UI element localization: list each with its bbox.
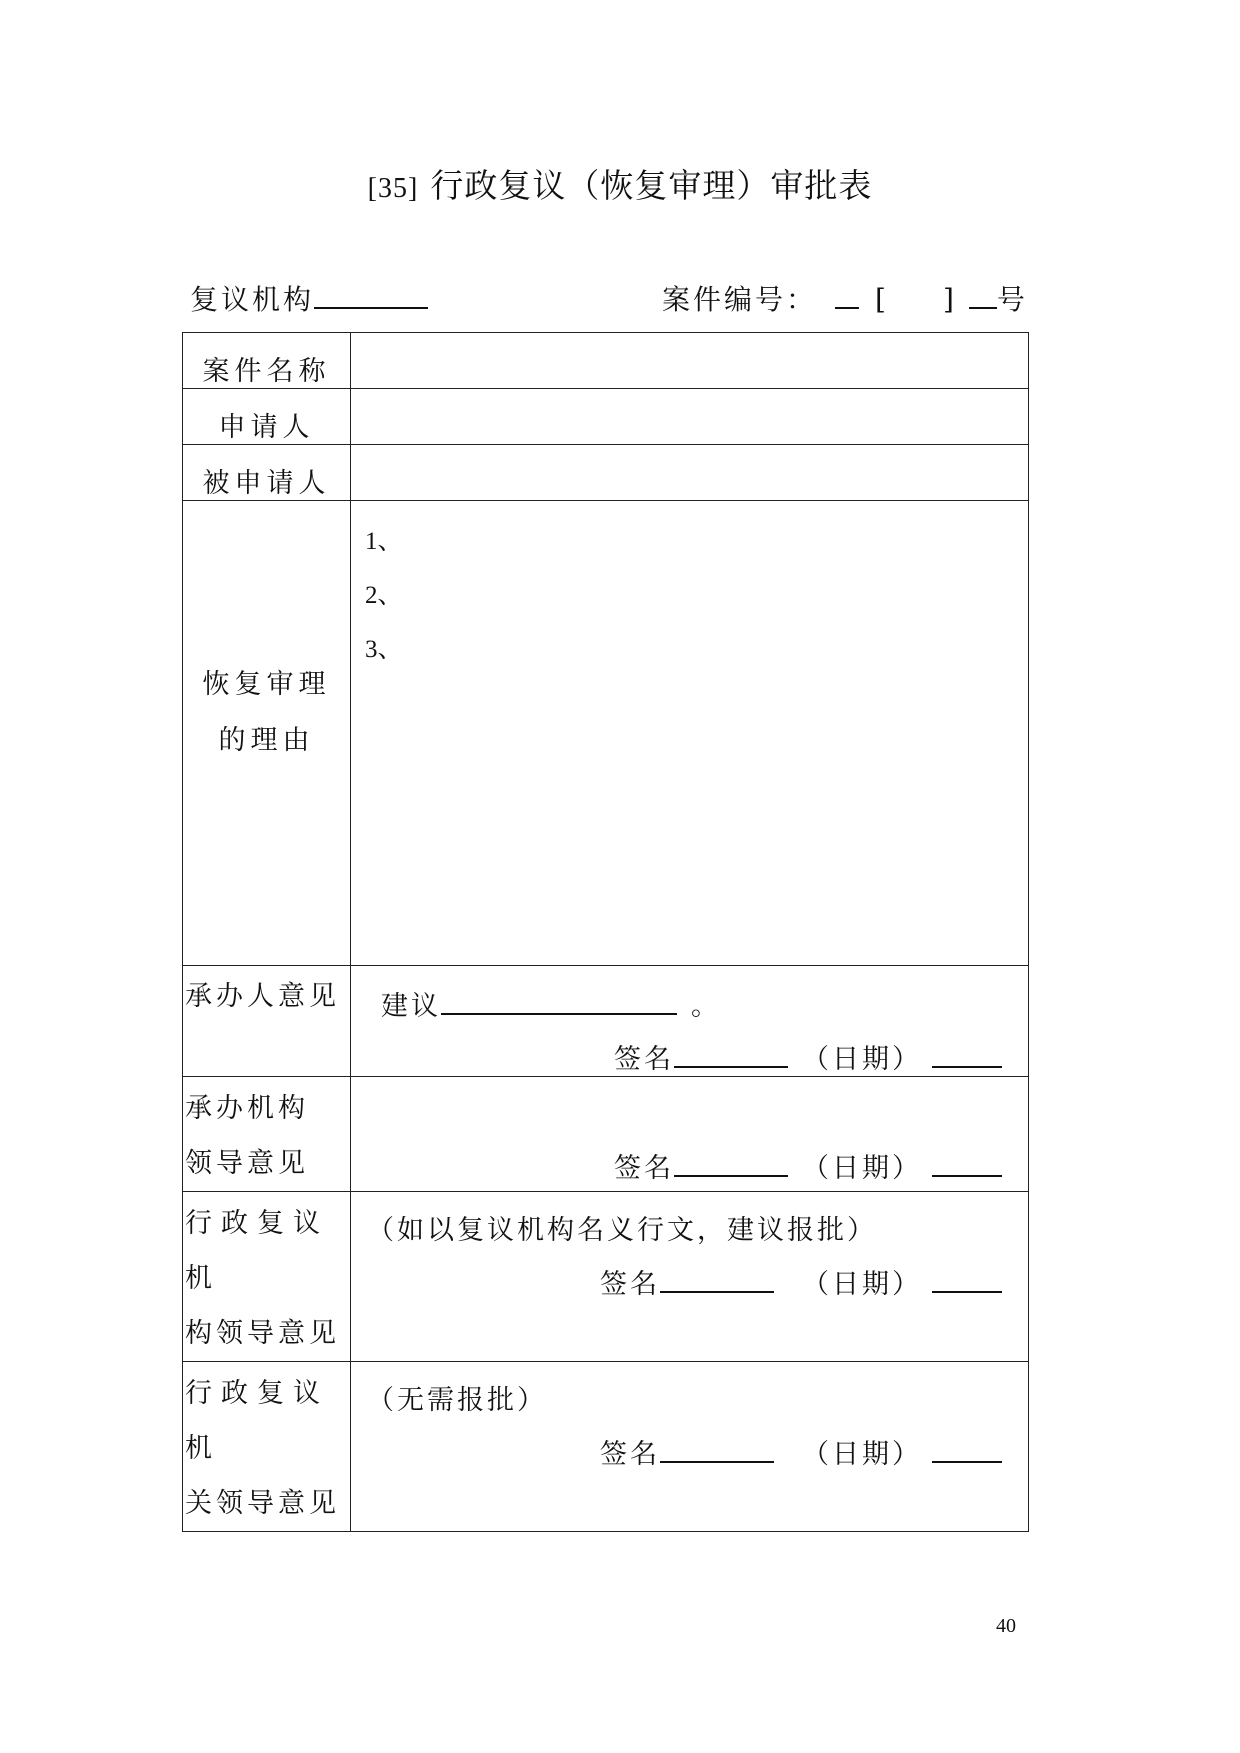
reason-value-cell[interactable]	[351, 501, 1029, 966]
case-number-field	[662, 278, 1028, 318]
applicant-value-cell[interactable]	[351, 389, 1029, 445]
review-organ-sign-line	[600, 1432, 1002, 1471]
case-number-suffix: 号	[996, 283, 1028, 316]
title-number: [35]	[367, 173, 419, 204]
signature-blank[interactable]	[660, 1265, 774, 1293]
case-number-prefix-blank[interactable]	[835, 281, 859, 309]
table-row-applicant	[183, 389, 1029, 445]
sign-label: 签名	[600, 1269, 660, 1300]
reason-list	[351, 501, 1028, 677]
table-row-case-name	[183, 333, 1029, 389]
signature-blank[interactable]	[674, 1149, 788, 1177]
dept-value-cell[interactable]	[351, 1077, 1029, 1192]
table-row-dept-opinion	[183, 1077, 1029, 1192]
reason-label-line2: 的理由	[218, 725, 315, 756]
case-name-label-cell	[183, 333, 351, 389]
handler-label-cell	[183, 966, 351, 1077]
case-number-close-bracket: ]	[942, 283, 957, 316]
case-number-label: 案件编号：	[662, 283, 818, 316]
handler-value-cell[interactable]	[351, 966, 1029, 1077]
signature-blank[interactable]	[660, 1435, 774, 1463]
form-header	[190, 278, 1028, 318]
review-organ-label-line2: 关领导意见	[185, 1488, 340, 1519]
review-agency-note: （如以复议机构名义行文，建议报批）	[367, 1215, 877, 1246]
dept-label-cell	[183, 1077, 351, 1192]
table-row-respondent	[183, 445, 1029, 501]
table-row-review-agency-opinion	[183, 1192, 1029, 1362]
reason-label-cell	[183, 501, 351, 966]
review-organ-label-cell	[183, 1362, 351, 1532]
review-organ-note: （无需报批）	[367, 1385, 547, 1416]
date-label: （日期）	[802, 1153, 922, 1184]
review-agency-label-cell	[183, 1192, 351, 1362]
review-organ-value-cell[interactable]	[351, 1362, 1029, 1532]
date-label: （日期）	[802, 1269, 922, 1300]
agency-label: 复议机构	[190, 283, 315, 316]
dept-label-line2: 领导意见	[185, 1148, 309, 1179]
case-number-blank[interactable]	[969, 281, 997, 309]
handler-label: 承办人意见	[185, 981, 340, 1012]
dept-sign-line	[614, 1146, 1002, 1185]
reason-label	[183, 657, 350, 769]
document-title	[0, 160, 1240, 207]
applicant-label-cell	[183, 389, 351, 445]
review-organ-label	[183, 1362, 350, 1531]
list-item: 2、	[365, 582, 403, 609]
applicant-label: 申请人	[218, 412, 315, 443]
handler-period: 。	[691, 991, 721, 1022]
handler-suggest-blank[interactable]	[441, 987, 677, 1015]
list-item: 1、	[365, 528, 403, 555]
sign-label: 签名	[614, 1153, 674, 1184]
dept-label-line1: 承办机构	[185, 1093, 309, 1124]
date-blank[interactable]	[932, 1265, 1002, 1293]
review-agency-value-cell[interactable]	[351, 1192, 1029, 1362]
agency-field	[190, 278, 428, 318]
reason-label-line1: 恢复审理	[202, 669, 331, 700]
respondent-value-cell[interactable]	[351, 445, 1029, 501]
case-name-value-cell[interactable]	[351, 333, 1029, 389]
sign-label: 签名	[600, 1439, 660, 1470]
approval-form-table	[182, 332, 1029, 1532]
handler-sign-line	[614, 1037, 1002, 1076]
handler-suggest-label: 建议	[381, 991, 441, 1022]
review-agency-label-line1: 行政复议机	[185, 1208, 329, 1294]
respondent-label: 被申请人	[202, 468, 331, 499]
sign-label: 签名	[614, 1044, 674, 1075]
respondent-label-cell	[183, 445, 351, 501]
table-row-handler-opinion	[183, 966, 1029, 1077]
table-row-review-organ-opinion	[183, 1362, 1029, 1532]
review-organ-label-line1: 行政复议机	[185, 1378, 329, 1464]
list-item: 3、	[365, 636, 403, 663]
review-agency-label	[183, 1192, 350, 1361]
table-row-reasons	[183, 501, 1029, 966]
date-label: （日期）	[802, 1439, 922, 1470]
review-agency-sign-line	[600, 1262, 1002, 1301]
dept-label	[183, 1077, 350, 1191]
date-blank[interactable]	[932, 1040, 1002, 1068]
handler-suggestion	[381, 984, 721, 1023]
review-agency-label-line2: 构领导意见	[185, 1318, 340, 1349]
case-number-open-bracket: [	[875, 283, 889, 316]
date-label: （日期）	[802, 1044, 922, 1075]
agency-blank[interactable]	[314, 281, 428, 309]
date-blank[interactable]	[932, 1435, 1002, 1463]
page-number: 40	[996, 1615, 1016, 1637]
case-name-label: 案件名称	[202, 356, 331, 387]
signature-blank[interactable]	[674, 1040, 788, 1068]
title-text: 行政复议（恢复审理）审批表	[430, 166, 873, 205]
date-blank[interactable]	[932, 1149, 1002, 1177]
